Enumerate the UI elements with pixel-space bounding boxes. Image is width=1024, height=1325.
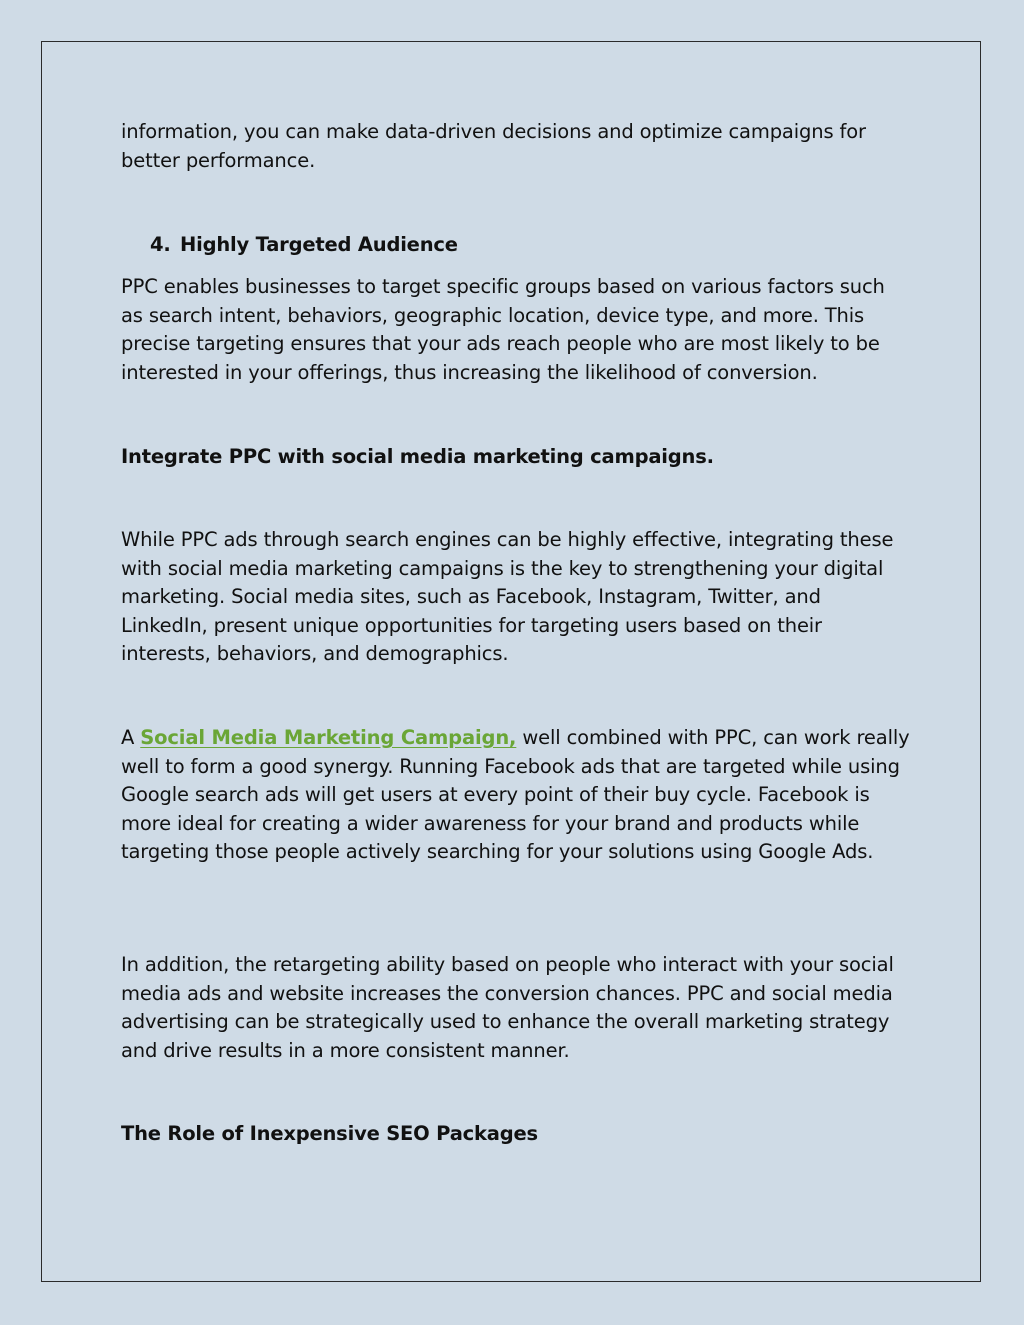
paragraph-prefix: A <box>121 726 141 749</box>
heading-seo-packages <box>121 1120 911 1148</box>
paragraph-retargeting <box>121 951 911 1065</box>
paragraph-text <box>121 724 911 867</box>
paragraph-rest: well combined with PPC, can work really well to form a good synergy. Running Facebook ads that are targeted while using Google search ads will get users at every point of their buy cycle. Facebook is more ideal for creating a wider awareness for your brand and products while targeting those people actively searching for your solutions using Google Ads. <box>121 726 910 864</box>
section-heading: Integrate PPC with social media marketing campaigns. <box>121 445 714 468</box>
paragraph-synergy <box>121 724 911 867</box>
paragraph-social-media <box>121 526 911 669</box>
paragraph-text: In addition, the retargeting ability based on people who interact with your social media ads and website increases the conversion chances. PPC and social media advertising can be strategically used to enhance the overall marketing strategy and drive results in a more consistent manner. <box>121 953 894 1062</box>
section-heading: The Role of Inexpensive SEO Packages <box>121 1122 538 1145</box>
paragraph-text: information, you can make data-driven decisions and optimize campaigns for better performance. <box>121 120 866 172</box>
paragraph-text: PPC enables businesses to target specific groups based on various factors such as search intent, behaviors, geographic location, device type, and more. This precise targeting ensures that your ads reach people who are most likely to be interested in your offerings, thus increasing the likelihood of conversion. <box>121 275 885 384</box>
paragraph-performance <box>121 118 911 175</box>
paragraph-text: While PPC ads through search engines can be highly effective, integrating these with social media marketing campaigns is the key to strengthening your digital marketing. Social media sites, such as Facebook, Instagram, Twitter, and LinkedIn, present unique opportunities for targeting users based on their interests, behaviors, and demographics. <box>121 528 894 666</box>
list-item-label: Highly Targeted Audience <box>180 233 458 256</box>
paragraph-ppc-targeting <box>121 273 911 387</box>
heading-integrate-ppc <box>121 443 911 471</box>
list-item-targeted-audience <box>150 231 940 259</box>
social-media-campaign-link[interactable]: Social Media Marketing Campaign, <box>140 726 517 749</box>
list-number: 4. <box>150 233 171 256</box>
